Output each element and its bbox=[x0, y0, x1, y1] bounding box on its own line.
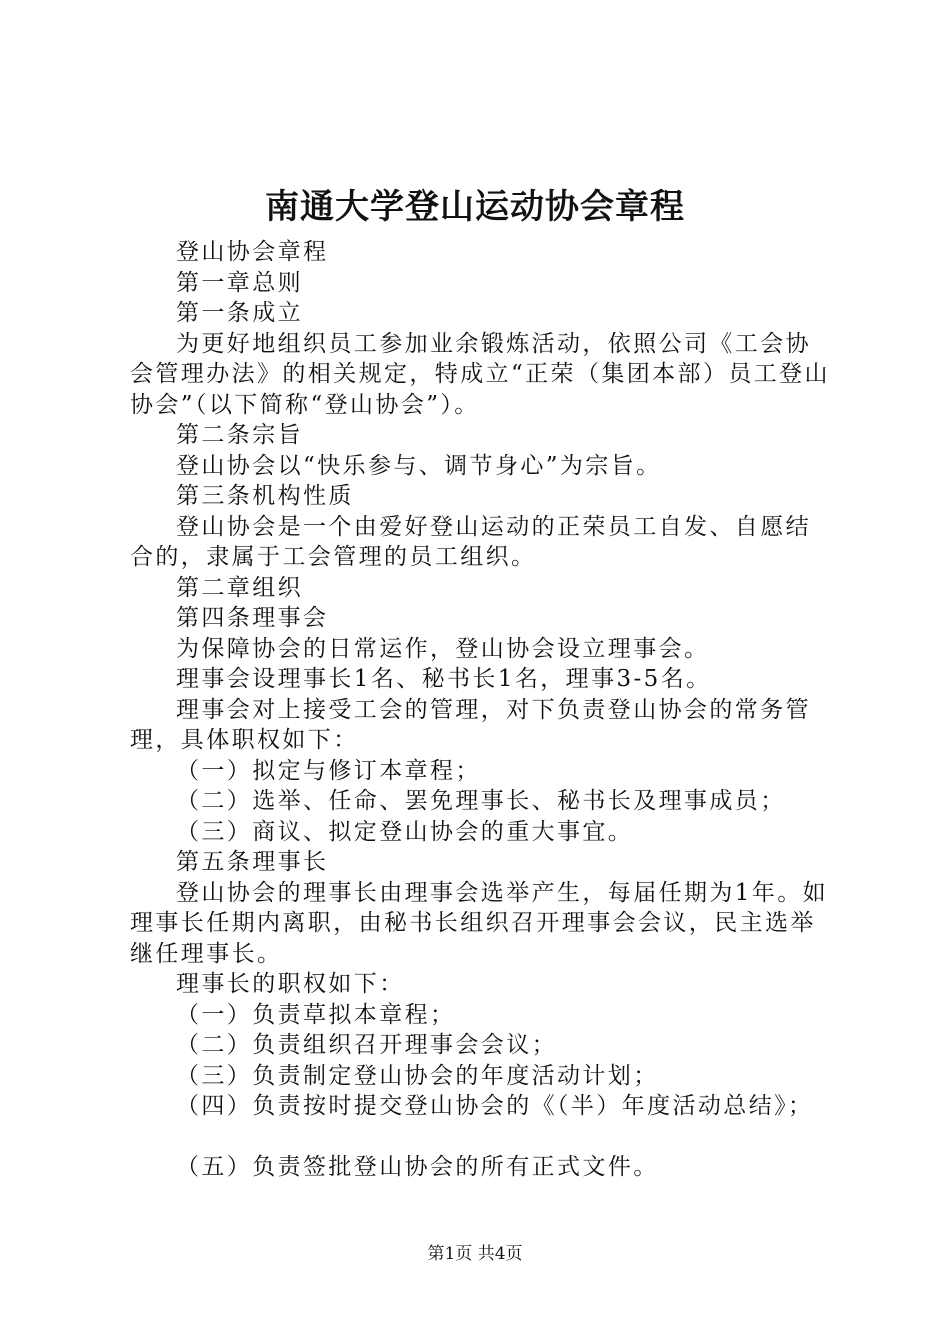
chapter-heading: 第二章组织 bbox=[176, 574, 303, 601]
article-heading: 第二条宗旨 bbox=[176, 422, 303, 448]
list-item: （一）负责草拟本章程； bbox=[176, 1001, 456, 1028]
document-title: 南通大学登山运动协会章程 bbox=[265, 187, 685, 227]
paragraph: 登山协会是一个由爱好登山运动的正荣员工自发、自愿结合的，隶属于工会管理的员工组织。 bbox=[130, 513, 811, 570]
document-body bbox=[130, 237, 832, 1182]
article-heading: 第五条理事长 bbox=[176, 849, 329, 875]
list-item: （三）负责制定登山协会的年度活动计划； bbox=[176, 1062, 659, 1089]
paragraph: 理事会设理事长1名、秘书长1名，理事3-5名。 bbox=[176, 666, 712, 692]
article-heading: 第三条机构性质 bbox=[176, 483, 354, 509]
article-heading: 第一条成立 bbox=[176, 300, 303, 326]
paragraph: 登山协会以“快乐参与、调节身心”为宗旨。 bbox=[176, 452, 662, 479]
list-item: （二）选举、任命、罢免理事长、秘书长及理事成员； bbox=[176, 788, 786, 814]
paragraph: 登山协会的理事长由理事会选举产生，每届任期为1年。如理事长任期内离职，由秘书长组织召开理事会会议，民主选举继任理事长。 bbox=[130, 879, 829, 967]
article-heading: 第四条理事会 bbox=[176, 605, 329, 631]
list-item: （三）商议、拟定登山协会的重大事宜。 bbox=[176, 818, 634, 845]
paragraph: 为保障协会的日常运作，登山协会设立理事会。 bbox=[176, 635, 710, 662]
list-item: （二）负责组织召开理事会会议； bbox=[176, 1032, 557, 1058]
paragraph: 理事会对上接受工会的管理，对下负责登山协会的常务管理，具体职权如下： bbox=[130, 696, 811, 753]
paragraph: 登山协会章程 bbox=[176, 239, 329, 265]
paragraph: 理事长的职权如下： bbox=[176, 971, 405, 997]
page-number-footer: 第1页 共4页 bbox=[427, 1244, 523, 1264]
list-item: （五）负责签批登山协会的所有正式文件。 bbox=[176, 1153, 659, 1180]
list-item: （一）拟定与修订本章程； bbox=[176, 757, 481, 784]
chapter-heading: 第一章总则 bbox=[176, 269, 303, 296]
list-item: （四）负责按时提交登山协会的《（半）年度活动总结》； bbox=[176, 1093, 814, 1119]
paragraph: 为更好地组织员工参加业余锻炼活动，依照公司《工会协会管理办法》的相关规定，特成立“正荣（集团本部）员工登山协会”（以下简称“登山协会”）。 bbox=[130, 330, 830, 418]
